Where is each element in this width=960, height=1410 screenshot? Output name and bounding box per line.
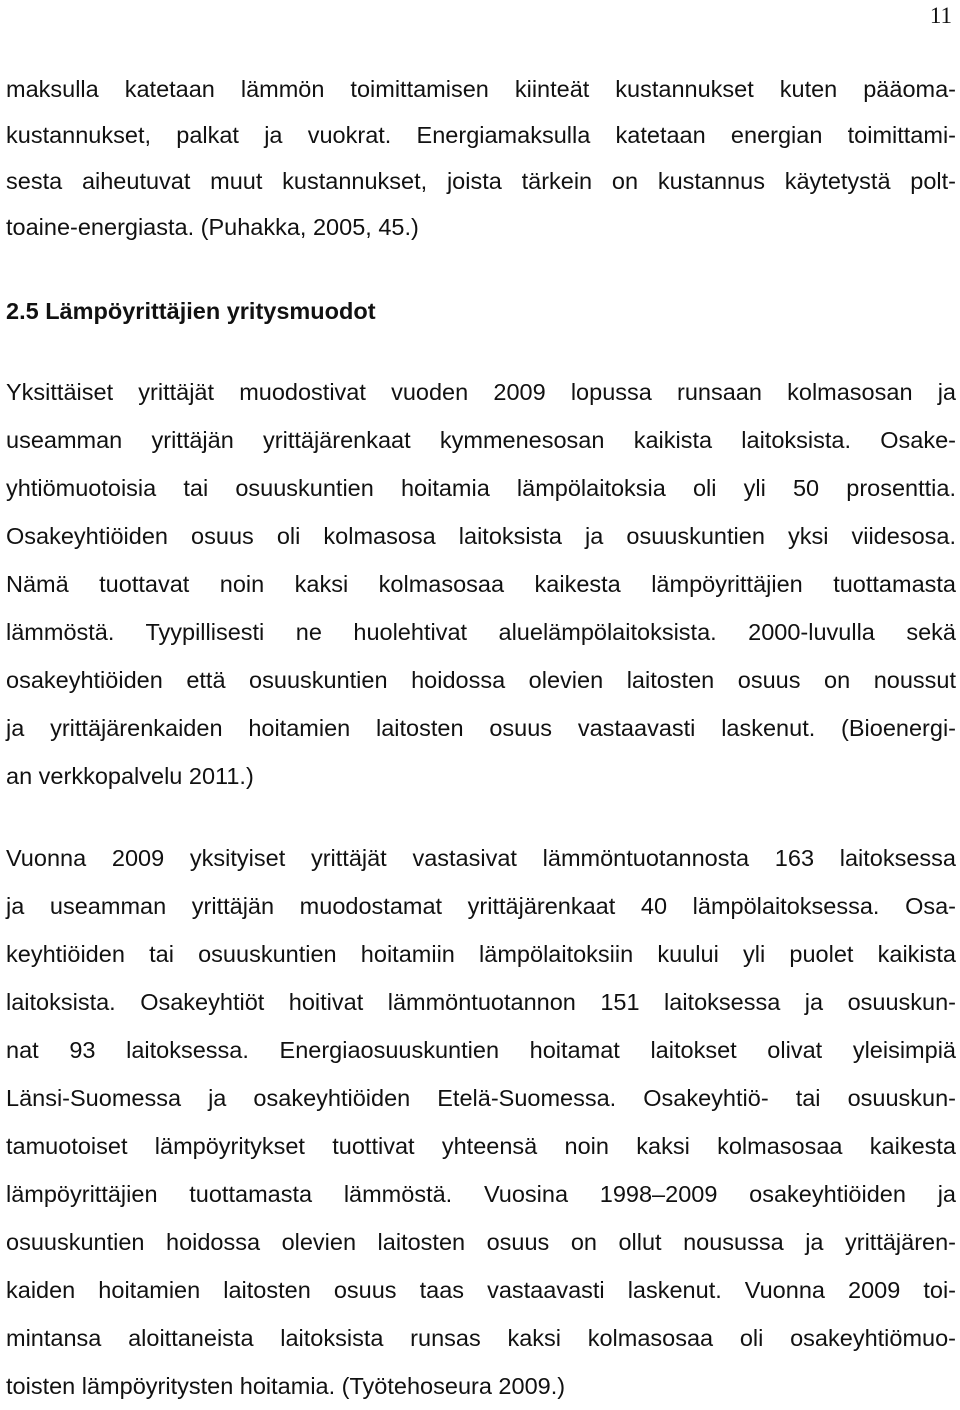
- paragraph-2009-statistics: [6, 834, 956, 1410]
- text-line: Osakeyhtiöiden osuus oli kolmasosa laitoksista ja osuuskuntien yksi viidesosa.: [6, 523, 956, 549]
- text-line: maksulla katetaan lämmön toimittamisen kiinteät kustannukset kuten pääoma-: [6, 76, 956, 102]
- text-line: nat 93 laitoksessa. Energiaosuuskuntien hoitamat laitokset olivat yleisimpiä: [6, 1037, 956, 1063]
- text-line: kaiden hoitamien laitosten osuus taas vastaavasti laskenut. Vuonna 2009 toi-: [6, 1277, 956, 1303]
- text-line: lämmöstä. Tyypillisesti ne huolehtivat aluelämpölaitoksista. 2000-luvulla sekä: [6, 619, 956, 645]
- page-number: 11: [929, 3, 952, 28]
- document-body: [6, 66, 956, 1410]
- text-line: osuuskuntien hoidossa olevien laitosten osuus on ollut nousussa ja yrittäjären-: [6, 1229, 956, 1255]
- text-line: mintansa aloittaneista laitoksista runsas kaksi kolmasosaa oli osakeyhtiömuo-: [6, 1325, 956, 1351]
- text-line: sesta aiheutuvat muut kustannukset, joista tärkein on kustannus käytetystä polt-: [6, 168, 956, 194]
- text-line: Vuonna 2009 yksityiset yrittäjät vastasivat lämmöntuotannosta 163 laitoksessa: [6, 845, 956, 871]
- text-line: toisten lämpöyritysten hoitamia. (Työtehoseura 2009.): [6, 1373, 566, 1399]
- text-line: Nämä tuottavat noin kaksi kolmasosaa kaikesta lämpöyrittäjien tuottamasta: [6, 571, 956, 597]
- section-heading: 2.5 Lämpöyrittäjien yritysmuodot: [6, 298, 376, 324]
- paragraph-fee-structure: [6, 66, 956, 250]
- text-line: yhtiömuotoisia tai osuuskuntien hoitamia lämpölaitoksia oli yli 50 prosenttia.: [6, 475, 956, 501]
- text-line: keyhtiöiden tai osuuskuntien hoitamiin lämpölaitoksiin kuului yli puolet kaikista: [6, 941, 956, 967]
- text-line: an verkkopalvelu 2011.): [6, 763, 254, 789]
- text-line: useamman yrittäjän yrittäjärenkaat kymmenesosan kaikista laitoksista. Osake-: [6, 427, 956, 453]
- text-line: kustannukset, palkat ja vuokrat. Energiamaksulla katetaan energian toimittami-: [6, 122, 956, 148]
- text-line: toaine-energiasta. (Puhakka, 2005, 45.): [6, 214, 419, 240]
- text-line: Länsi-Suomessa ja osakeyhtiöiden Etelä-Suomessa. Osakeyhtiö- tai osuuskun-: [6, 1085, 956, 1111]
- text-line: osakeyhtiöiden että osuuskuntien hoidossa olevien laitosten osuus on noussut: [6, 667, 956, 693]
- text-line: ja useamman yrittäjän muodostamat yrittäjärenkaat 40 lämpölaitoksessa. Osa-: [6, 893, 956, 919]
- paragraph-company-forms: [6, 368, 956, 800]
- text-line: lämpöyrittäjien tuottamasta lämmöstä. Vuosina 1998–2009 osakeyhtiöiden ja: [6, 1181, 956, 1207]
- text-line: ja yrittäjärenkaiden hoitamien laitosten osuus vastaavasti laskenut. (Bioenergi-: [6, 715, 956, 741]
- text-line: laitoksista. Osakeyhtiöt hoitivat lämmöntuotannon 151 laitoksessa ja osuuskun-: [6, 989, 956, 1015]
- text-line: Yksittäiset yrittäjät muodostivat vuoden 2009 lopussa runsaan kolmasosan ja: [6, 379, 956, 405]
- text-line: tamuotoiset lämpöyritykset tuottivat yhteensä noin kaksi kolmasosaa kaikesta: [6, 1133, 956, 1159]
